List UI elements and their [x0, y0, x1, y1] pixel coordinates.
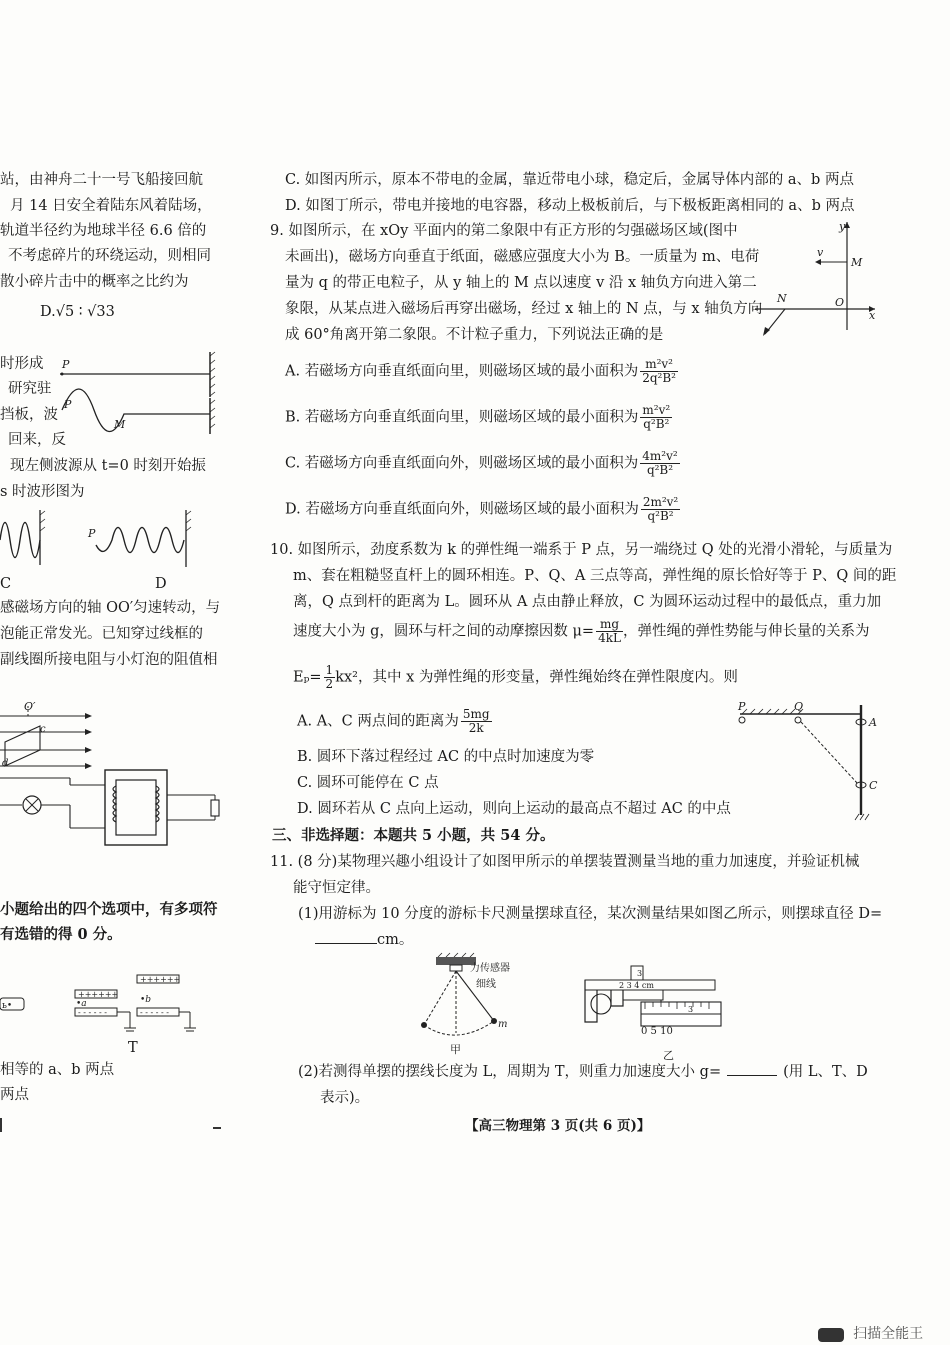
q10-option-a: A. A、C 两点间的距离为 $\frac{5mg}{2k}$ [297, 707, 490, 735]
q9-stem-line: 量为 q 的带正电粒子，从 y 轴上的 M 点以速度 v 沿 x 轴负方向进入第二 [285, 275, 757, 291]
left-gen-line: 泡能正常发光。已知穿过线框的 [0, 626, 203, 642]
svg-text:++++++: ++++++ [140, 975, 181, 984]
wave-label-p: P [62, 358, 70, 371]
left-gen-line: 感磁场方向的轴 OO′匀速转动，与 [0, 600, 221, 616]
left-line: 轨道半径约为地球半径 6.6 倍的 [0, 223, 207, 239]
caption-jia: 甲 [450, 1043, 461, 1056]
q10-option-d: D. 圆环若从 C 点向上运动，则向上运动的最高点不超过 AC 的中点 [297, 801, 731, 817]
q11-stem-line: 能守恒定律。 [293, 880, 380, 896]
q9-coordinate-figure [755, 222, 885, 337]
q10-spring-figure [730, 700, 890, 830]
gen-label-c: c [40, 724, 46, 735]
caliper-main-scale: 2 3 4 cm [619, 981, 654, 990]
q9-stem-line: 象限，从某点进入磁场后再穿出磁场，经过 x 轴上的 N 点，与 x 轴负方向 [285, 301, 763, 317]
wave-label-p2: P [64, 398, 72, 411]
q10-option-b: B. 圆环下落过程经过 AC 的中点时加速度为零 [297, 749, 595, 765]
gen-label-d: d [2, 758, 9, 769]
q10-option-c: C. 圆环可能停在 C 点 [297, 775, 439, 791]
q10-label-p: P [738, 700, 746, 713]
left-wave-start: 现左侧波源从 t=0 时刻开始振 [10, 458, 206, 474]
q10-stem-line: 10. 如图所示，劲度系数为 k 的弹性绳一端系于 P 点，另一端绕过 Q 处的光滑小滑轮，与质量为 [270, 542, 893, 558]
q9-stem-line: 未画出)，磁场方向垂直于纸面，磁感应强度大小为 B。一质量为 m、电荷 [285, 249, 760, 265]
q9-option-b: B. 若磁场方向垂直纸面向里，则磁场区域的最小面积为 $\frac{\text{m²v²}}{\text{q²B²}}$ [285, 403, 671, 431]
left-gen-line: 副线圈所接电阻与小灯泡的阻值相 [0, 652, 218, 668]
q10-label-a: A [869, 716, 877, 729]
q10-label-q: Q [794, 700, 804, 713]
q9-label-x: x [869, 309, 876, 322]
q11-sub2: (2)若测得单摆的摆线长度为 L，周期为 T，则重力加速度大小 g= (用 L、T、D [298, 1064, 868, 1080]
vernier-caliper-figure-yi [575, 962, 725, 1062]
scanner-logo-icon [818, 1328, 844, 1342]
q9-option-a: A. 若磁场方向垂直纸面向里，则磁场区域的最小面积为 $\frac{\text{m²v²}}{\text{2q²B²}}$ [285, 357, 676, 385]
left-wave-line: 挡板，波 [0, 407, 58, 423]
svg-text:++++++: ++++++ [78, 990, 119, 999]
scanner-watermark-text: 扫描全能王 [853, 1325, 924, 1342]
label-m: m [498, 1019, 508, 1030]
left-line: 散小碎片击中的概率之比约为 [0, 274, 189, 290]
q9-stem-line: 成 60°角离开第二象限。不计粒子重力，下列说法正确的是 [285, 327, 664, 343]
pendulum-figure-jia [410, 955, 520, 1055]
label-string: 细线 [476, 979, 496, 990]
q10-stem-line: 离，Q 点到杆的距离为 L。圆环从 A 点由静止释放，C 为圆环运动过程中的最低点，重力加 [293, 594, 882, 610]
q10-stem-line: m、套在粗糙竖直杆上的圆环相连。P、Q、A 三点等高，弹性绳的原长恰好等于 P、Q 间的距 [293, 568, 897, 584]
q9-label-v: v [817, 246, 824, 259]
string-wave-figure [60, 352, 220, 432]
q8-option-c: C. 如图丙所示，原本不带电的金属，靠近带电小球，稳定后，金属导体内部的 a、b 两点 [285, 172, 854, 188]
left-wave-line: 时形成 [0, 356, 44, 372]
graph-label-d: D [155, 576, 167, 592]
gen-label-o: O′ [24, 700, 36, 713]
q9-stem-line: 9. 如图所示，在 xOy 平面内的第二象限中有正方形的匀强磁场区域(图中 [270, 223, 738, 239]
svg-text:- - - - - -: - - - - - - [78, 1008, 107, 1017]
center-mark [213, 1127, 221, 1129]
answer-blank-d[interactable] [315, 943, 377, 944]
svg-text:•a: •a [76, 999, 87, 1009]
left-mark [0, 1118, 2, 1132]
q10-label-c: C [869, 779, 878, 792]
left-line: 月 14 日安全着陆东风着陆场， [10, 198, 212, 214]
left-line: 不考虑碎片的环绕运动，则相同 [8, 248, 211, 264]
q11-sub2-line2: 表示)。 [320, 1090, 370, 1106]
caliper-vernier-scale: 0 5 10 [641, 1026, 673, 1037]
wave-graphs-c-d [0, 505, 215, 575]
q11-stem-line: 11. (8 分)某物理兴趣小组设计了如图甲所示的单摆装置测量当地的重力加速度，并验证机械 [270, 854, 860, 870]
section-3-heading: 三、非选择题：本题共 5 小题，共 54 分。 [272, 827, 555, 844]
left-wave-line: 回来，反 [8, 432, 66, 448]
q10-ep-line: Eₚ= $\frac{1}{2}$ kx²，其中 x 为弹性绳的形变量，弹性绳始终在弹性限度内。则 [293, 663, 738, 691]
q8-option-d: D. 如图丁所示，带电并接地的电容器，移动上极板前后，与下极板距离相同的 a、b 两点 [285, 198, 855, 214]
left-option-d: D.√5 ∶ √33 [40, 304, 115, 320]
answer-blank-g[interactable] [727, 1075, 777, 1076]
left-bottom-line: 相等的 a、b 两点 [0, 1062, 115, 1078]
capacitor-figures [0, 970, 220, 1040]
q10-stem-line4: 速度大小为 g，圆环与杆之间的动摩擦因数 μ= $\frac{mg}{4kL}$ ，弹性绳的弹性势能与伸长量的关系为 [293, 617, 870, 645]
q9-label-o: O [835, 296, 845, 309]
left-multi-line: 小题给出的四个选项中，有多项符 [0, 901, 218, 918]
q9-label-y: y [839, 220, 846, 233]
left-multi-line: 有选错的得 0 分。 [0, 926, 122, 943]
svg-text:- - - - - -: - - - - - - [140, 1008, 169, 1017]
graph-label-c: C [0, 576, 12, 592]
caliper-top-label: 3 [637, 969, 643, 978]
svg-text:3: 3 [688, 1005, 694, 1014]
q9-option-d: D. 若磁场方向垂直纸面向外，则磁场区域的最小面积为 $\frac{\text{2m²v²}}{\text{q²B²}}$ [285, 495, 679, 523]
svg-text:ь•: ь• [2, 1001, 13, 1011]
page-footer: 【高三物理第 3 页(共 6 页)】 [465, 1118, 651, 1134]
scanner-watermark [818, 1322, 950, 1345]
left-bottom-line: 两点 [0, 1087, 29, 1103]
q9-option-c: C. 若磁场方向垂直纸面向外，则磁场区域的最小面积为 $\frac{\text{4m²v²}}{\text{q²B²}}$ [285, 449, 678, 477]
left-wave-graph: s 时波形图为 [0, 484, 85, 500]
q11-sub1: (1)用游标为 10 分度的游标卡尺测量摆球直径，某次测量结果如图乙所示，则摆球直径 D= [298, 906, 883, 922]
q9-label-n: N [777, 292, 787, 305]
left-wave-line: 研究驻 [8, 381, 52, 397]
caption-yi: 乙 [663, 1049, 674, 1062]
q9-label-m: M [851, 256, 863, 269]
left-line: 站，由神舟二十一号飞船接回航 [0, 172, 203, 188]
label-sensor: 力传感器 [470, 963, 510, 974]
svg-text:P: P [88, 527, 96, 540]
q11-sub1-answer: cm。 [315, 930, 413, 950]
wave-label-m: M [114, 418, 126, 431]
capacitor-label-t: T [128, 1040, 138, 1056]
generator-transformer-figure [0, 700, 225, 860]
svg-text:•b: •b [140, 995, 152, 1005]
